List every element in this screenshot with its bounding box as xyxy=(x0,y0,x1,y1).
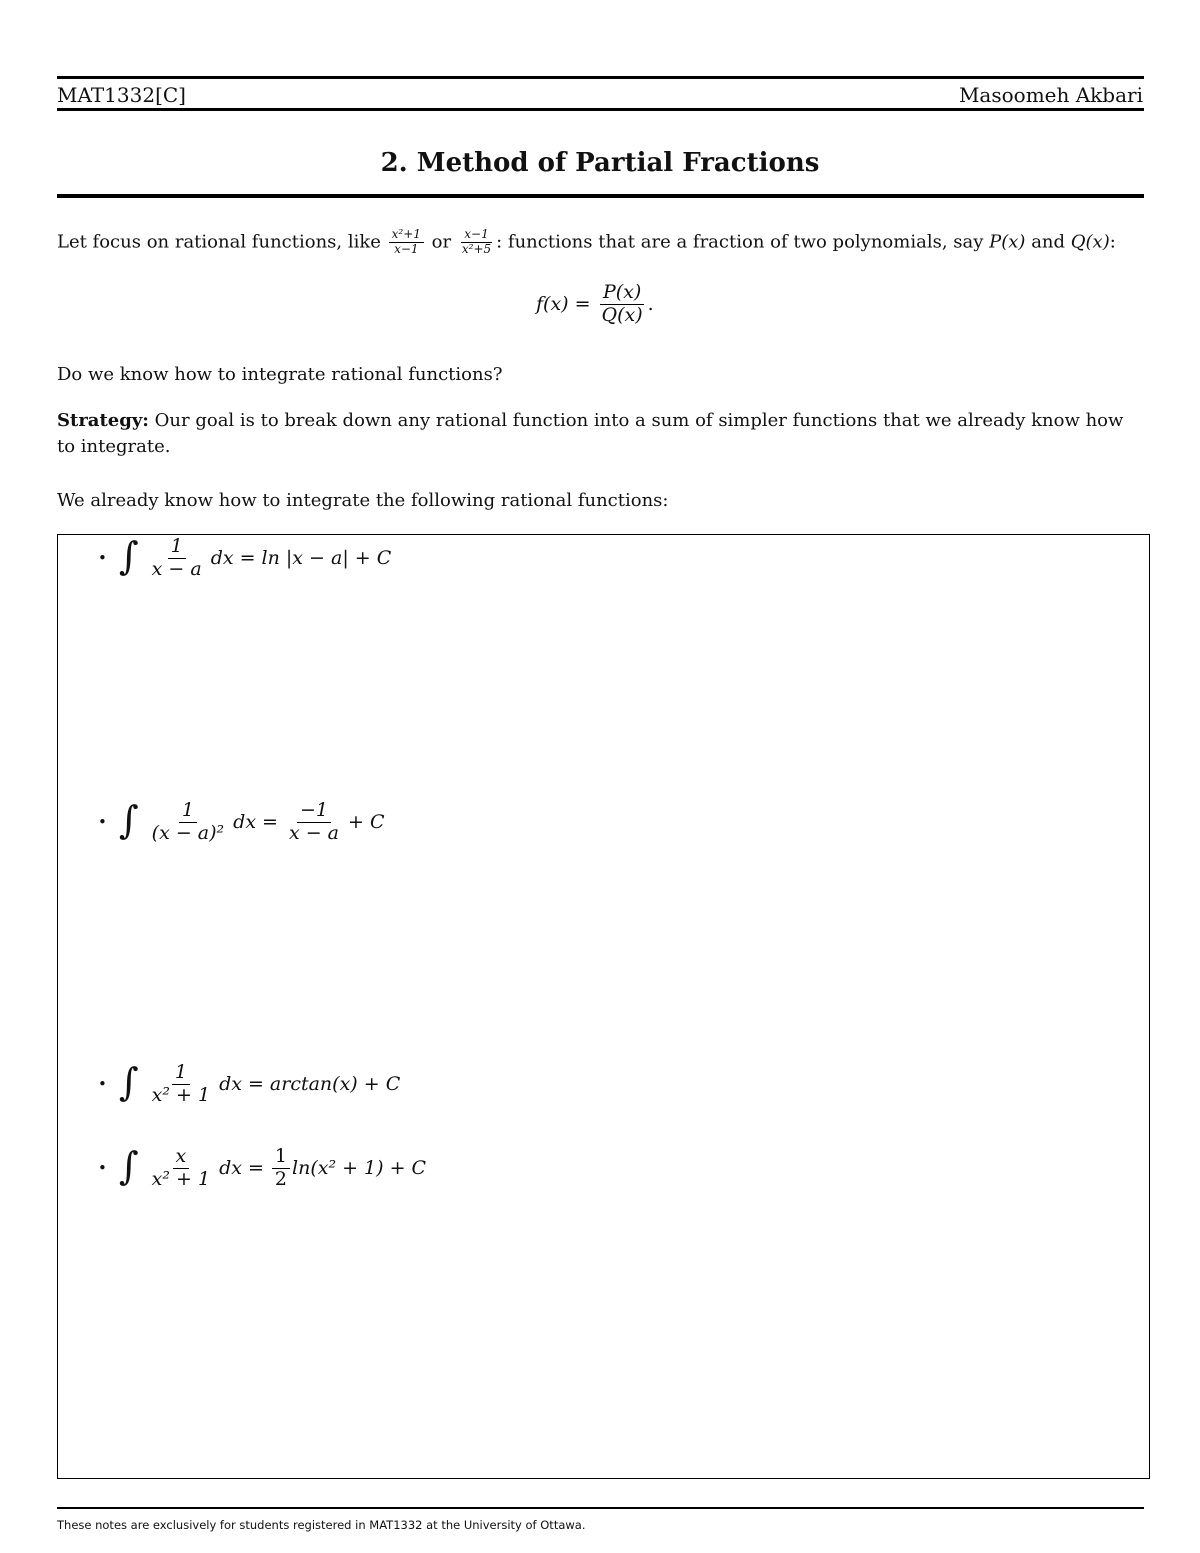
result-fraction xyxy=(272,1146,290,1191)
result-numerator: −1 xyxy=(297,800,331,823)
bullet-icon: • xyxy=(98,1159,107,1178)
equals-sign: = xyxy=(262,811,278,834)
intro-and: and xyxy=(1031,231,1066,253)
integrand-numerator: x xyxy=(173,1146,190,1169)
header-top-rule xyxy=(57,76,1144,79)
integrand-numerator: 1 xyxy=(179,800,197,823)
strategy-text: Our goal is to break down any rational function into a sum of simpler functions that we already know how to integrate. xyxy=(57,410,1124,457)
result: arctan(x) + C xyxy=(269,1073,401,1096)
author-name: Masoomeh Akbari xyxy=(958,83,1143,107)
example-fraction-1 xyxy=(389,228,424,257)
strategy-label: Strategy: xyxy=(57,410,149,431)
intro-text-mid: : functions that are a fraction of two polynomials, say xyxy=(496,231,984,253)
equals-sign: = xyxy=(247,1073,264,1096)
integrand-denominator: (x − a)² xyxy=(151,821,225,844)
integral-sign: ∫ xyxy=(118,1060,139,1105)
intro-paragraph xyxy=(57,228,1144,257)
integrand-fraction xyxy=(149,536,205,581)
result-fraction xyxy=(286,800,342,845)
integrand-denominator: x − a xyxy=(151,557,202,580)
example-2-numerator: x−1 xyxy=(461,228,491,243)
bullet-icon: • xyxy=(98,549,107,568)
integrand-numerator: 1 xyxy=(172,1062,190,1085)
bullet-icon: • xyxy=(98,1075,107,1094)
formula-3 xyxy=(98,1062,400,1107)
integrand-fraction xyxy=(149,800,227,845)
bullet-icon: • xyxy=(98,813,107,832)
definition-equation xyxy=(536,282,654,327)
known-intro-text: We already know how to integrate the following rational functions: xyxy=(57,490,669,511)
example-2-denominator: x²+5 xyxy=(461,241,492,256)
equals-sign: = xyxy=(239,547,256,570)
formula-4 xyxy=(98,1146,426,1191)
integrand-numerator: 1 xyxy=(168,536,186,559)
result: ln(x² + 1) + C xyxy=(292,1157,427,1180)
example-fraction-2 xyxy=(459,228,494,257)
definition-numerator: P(x) xyxy=(600,282,644,305)
formula-2 xyxy=(98,800,385,845)
intro-q-of-x: Q(x) xyxy=(1070,231,1110,253)
course-code: MAT1332[C] xyxy=(57,83,186,107)
strategy-paragraph xyxy=(57,408,1144,460)
integral-sign: ∫ xyxy=(118,798,139,843)
footer-rule xyxy=(57,1507,1144,1509)
header-bottom-rule xyxy=(57,108,1144,111)
differential: dx xyxy=(233,811,257,834)
result-denominator: 2 xyxy=(274,1167,287,1190)
integral-sign: ∫ xyxy=(118,534,139,579)
definition-fraction xyxy=(599,282,646,327)
definition-denominator: Q(x) xyxy=(601,303,643,326)
integrand-denominator: x² + 1 xyxy=(151,1167,211,1190)
integrand-fraction xyxy=(149,1062,213,1107)
differential: dx xyxy=(219,1073,242,1096)
result: + C xyxy=(348,811,385,834)
integrand-denominator: x² + 1 xyxy=(151,1083,211,1106)
definition-period: . xyxy=(647,293,654,316)
intro-text-start: Let focus on rational functions, like xyxy=(57,231,381,253)
title-rule xyxy=(57,194,1144,198)
result: ln |x − a| + C xyxy=(261,547,392,570)
intro-text-end: : xyxy=(1109,231,1116,253)
intro-p-of-x: P(x) xyxy=(989,231,1026,253)
integral-sign: ∫ xyxy=(118,1144,139,1189)
equals-sign: = xyxy=(247,1157,264,1180)
question-text: Do we know how to integrate rational functions? xyxy=(57,364,503,385)
differential: dx xyxy=(210,547,234,570)
example-1-denominator: x−1 xyxy=(394,241,419,256)
formula-box xyxy=(57,534,1150,1479)
formula-1 xyxy=(98,536,391,581)
definition-lhs: f(x) = xyxy=(536,293,591,316)
differential: dx xyxy=(219,1157,242,1180)
example-1-numerator: x²+1 xyxy=(389,228,424,243)
result-denominator: x − a xyxy=(288,821,340,844)
page-title: 2. Method of Partial Fractions xyxy=(380,148,820,178)
integrand-fraction xyxy=(149,1146,213,1191)
intro-or: or xyxy=(431,231,452,253)
footer-note: These notes are exclusively for students registered in MAT1332 at the University of Ottawa. xyxy=(57,1518,586,1532)
result-numerator: 1 xyxy=(272,1146,290,1169)
